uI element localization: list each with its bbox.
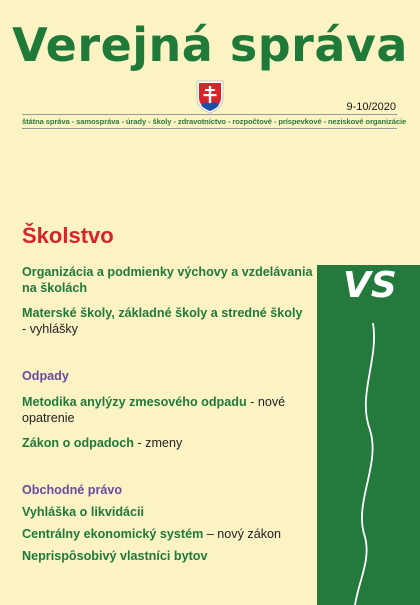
- divider-top: [22, 114, 397, 115]
- school-articles: [22, 264, 313, 337]
- article-title: Centrálny ekonomický systém: [22, 527, 204, 541]
- article-title: Zákon o odpadoch: [22, 436, 134, 450]
- article-note: [22, 410, 285, 426]
- article-note: - zmeny: [137, 436, 183, 450]
- article-line: Neprispôsobivý vlastníci bytov: [22, 549, 208, 563]
- article-line: na školách: [22, 281, 88, 295]
- article-line: Organizácia a podmienky výchovy a vzdelávania: [22, 265, 313, 279]
- article-line: Materské školy, základné školy a stredné školy: [22, 306, 303, 320]
- divider-bottom: [22, 128, 397, 129]
- tagline: štátna správa - samospráva - úrady - školy - zdravotníctvo - rozpočtové - príspevkové - neziskové organizácie: [22, 117, 407, 126]
- section-title: Školstvo: [22, 223, 114, 248]
- article-note: [22, 321, 313, 337]
- article-note-text: opatrenie: [22, 411, 75, 425]
- waste-articles: [22, 368, 285, 451]
- masthead-title: Verejná správa: [12, 18, 408, 72]
- commercial-articles: [22, 482, 281, 564]
- article-note-text: - vyhlášky: [22, 322, 78, 336]
- issue-number: 9-10/2020: [346, 101, 396, 113]
- article-note: – nový zákon: [206, 527, 282, 541]
- category-label: Obchodné právo: [22, 483, 123, 497]
- vs-logo: VS: [343, 265, 397, 306]
- article-line: Vyhláška o likvidácii: [22, 505, 145, 519]
- article-line: [22, 526, 281, 542]
- category-label: Odpady: [22, 369, 69, 383]
- article-line: [22, 435, 285, 451]
- logo-swirl-line: [317, 265, 420, 605]
- article-note: - nové: [250, 395, 286, 409]
- article-title: Metodika anylýzy zmesového odpadu: [22, 395, 247, 409]
- article-line: [22, 394, 285, 410]
- slovak-coat-of-arms-icon: [196, 80, 224, 114]
